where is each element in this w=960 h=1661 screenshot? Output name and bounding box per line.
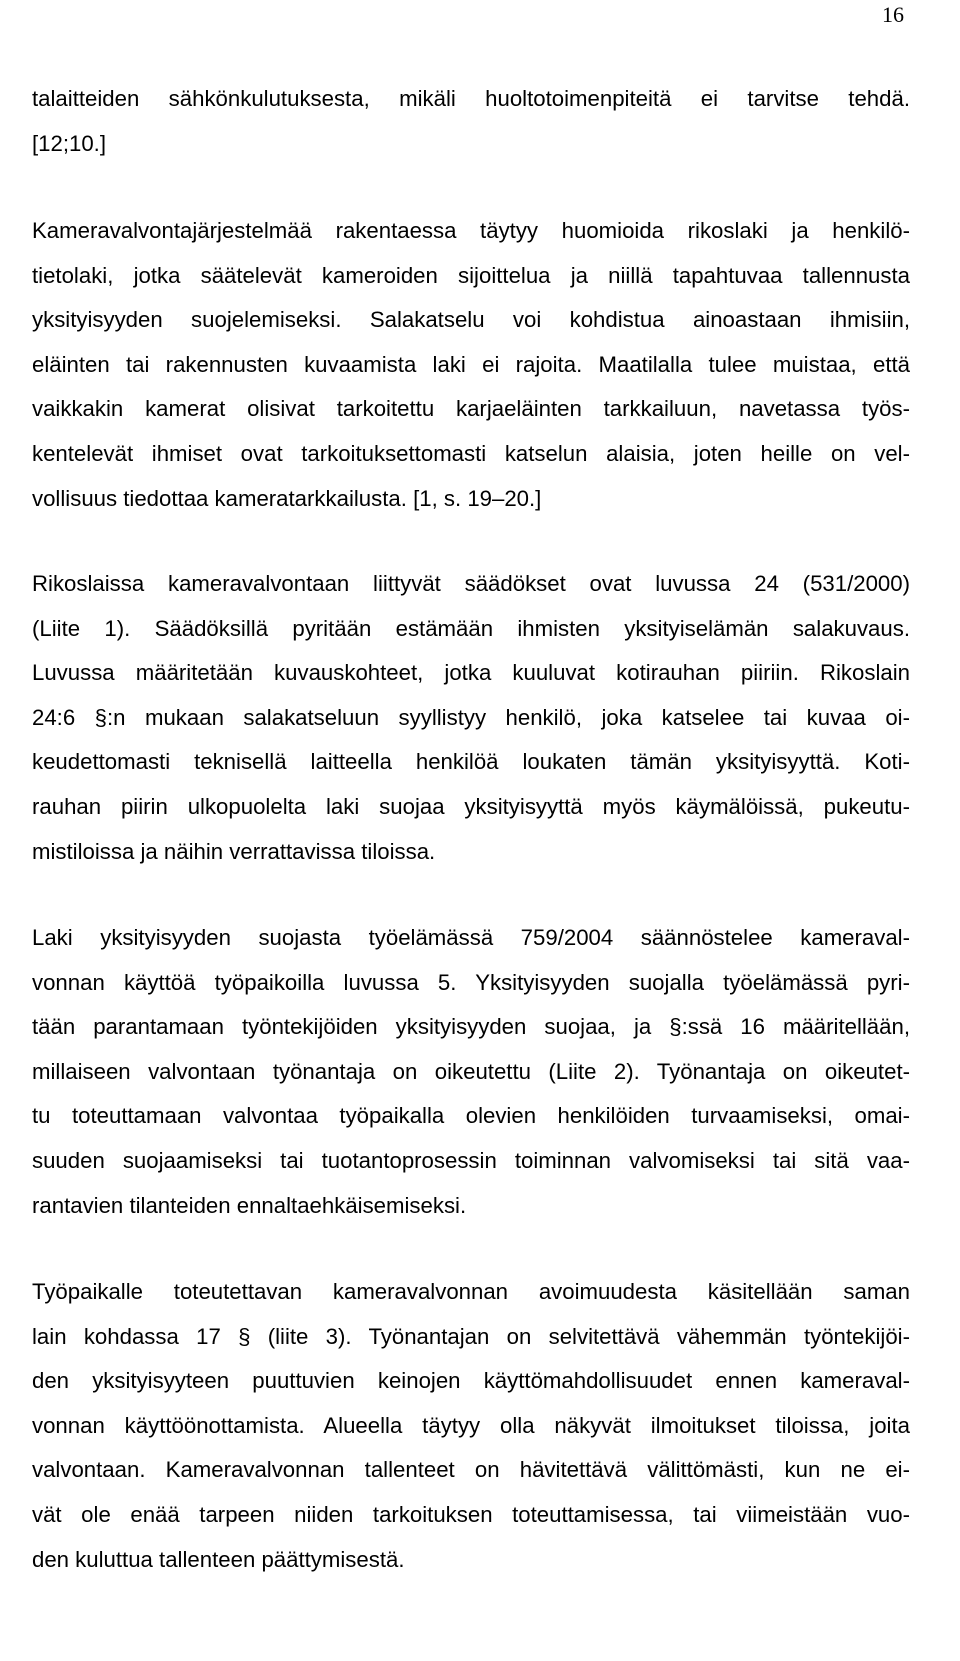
text-line: keudettomasti teknisellä laitteella henkilöä loukaten tämän yksityisyyttä. Koti- [32,749,910,775]
text-line: lain kohdassa 17 § (liite 3). Työnantajan on selvitettävä vähemmän työntekijöi- [32,1323,910,1349]
text-line: talaitteiden sähkönkulutuksesta, mikäli huoltotoimenpiteitä ei tarvitse tehdä. [32,86,910,111]
text-line: rauhan piirin ulkopuolelta laki suojaa yksityisyyttä myös käymälöissä, pukeutu- [32,793,910,819]
text-line: (Liite 1). Säädöksillä pyritään estämään ihmisten yksityiselämän salakuvaus. [32,615,910,641]
text-line: 24:6 §:n mukaan salakatseluun syyllistyy henkilö, joka katselee tai kuvaa oi- [32,704,910,730]
text-line: millaiseen valvontaan työnantaja on oikeutettu (Liite 2). Työnantaja on oikeutet- [32,1058,910,1084]
text-line: [12;10.] [32,130,107,156]
text-line: den kuluttua tallenteen päättymisestä. [32,1546,405,1572]
text-line: tään parantamaan työntekijöiden yksityisyyden suojaa, ja §:ssä 16 määritellään, [32,1014,910,1040]
text-line: vaikkakin kamerat olisivat tarkoitettu karjaeläinten tarkkailuun, navetassa työs- [32,396,910,422]
text-line: vonnan käyttöä työpaikoilla luvussa 5. Yksityisyyden suojalla työelämässä pyri- [32,969,910,995]
text-line: Laki yksityisyyden suojasta työelämässä 759/2004 säännöstelee kameraval- [32,925,910,950]
text-line: Kameravalvontajärjestelmää rakentaessa täytyy huomioida rikoslaki ja henkilö- [32,218,910,243]
text-line: Rikoslaissa kameravalvontaan liittyvät säädökset ovat luvussa 24 (531/2000) [32,571,910,596]
text-line: tietolaki, jotka säätelevät kameroiden sijoittelua ja niillä tapahtuvaa tallennusta [32,262,910,288]
text-line: vät ole enää tarpeen niiden tarkoituksen toteuttamisessa, tai viimeistään vuo- [32,1501,910,1527]
text-line: rantavien tilanteiden ennaltaehkäisemiseksi. [32,1192,467,1218]
text-line: Luvussa määritetään kuvauskohteet, jotka kuuluvat kotirauhan piiriin. Rikoslain [32,660,910,686]
text-line: Työpaikalle toteutettavan kameravalvonnan avoimuudesta käsitellään saman [32,1279,910,1304]
paragraph-5 [32,1270,910,1582]
text-line: valvontaan. Kameravalvonnan tallenteet on hävitettävä välittömästi, kun ne ei- [32,1457,910,1483]
text-line: tu toteuttamaan valvontaa työpaikalla olevien henkilöiden turvaamiseksi, omai- [32,1103,910,1129]
text-line: vonnan käyttöönottamista. Alueella täytyy olla näkyvät ilmoitukset tiloissa, joita [32,1412,910,1438]
text-line: mistiloissa ja näihin verrattavissa tiloissa. [32,838,436,864]
text-line: yksityisyyden suojelemiseksi. Salakatselu voi kohdistua ainoastaan ihmisiin, [32,307,910,333]
page-number: 16 [882,2,904,27]
text-line: suuden suojaamiseksi tai tuotantoprosessin toiminnan valvomiseksi tai sitä vaa- [32,1147,910,1173]
paragraph-1 [32,77,910,166]
paragraph-4 [32,916,910,1228]
text-line: kentelevät ihmiset ovat tarkoituksettomasti katselun alaisia, joten heille on vel- [32,440,910,466]
text-line: vollisuus tiedottaa kameratarkkailusta. [1, s. 19–20.] [32,485,542,511]
text-line: eläinten tai rakennusten kuvaamista laki ei rajoita. Maatilalla tulee muistaa, että [32,351,910,377]
text-line: den yksityisyyteen puuttuvien keinojen käyttömahdollisuudet ennen kameraval- [32,1368,910,1394]
paragraph-2 [32,209,910,521]
paragraph-3 [32,562,910,874]
